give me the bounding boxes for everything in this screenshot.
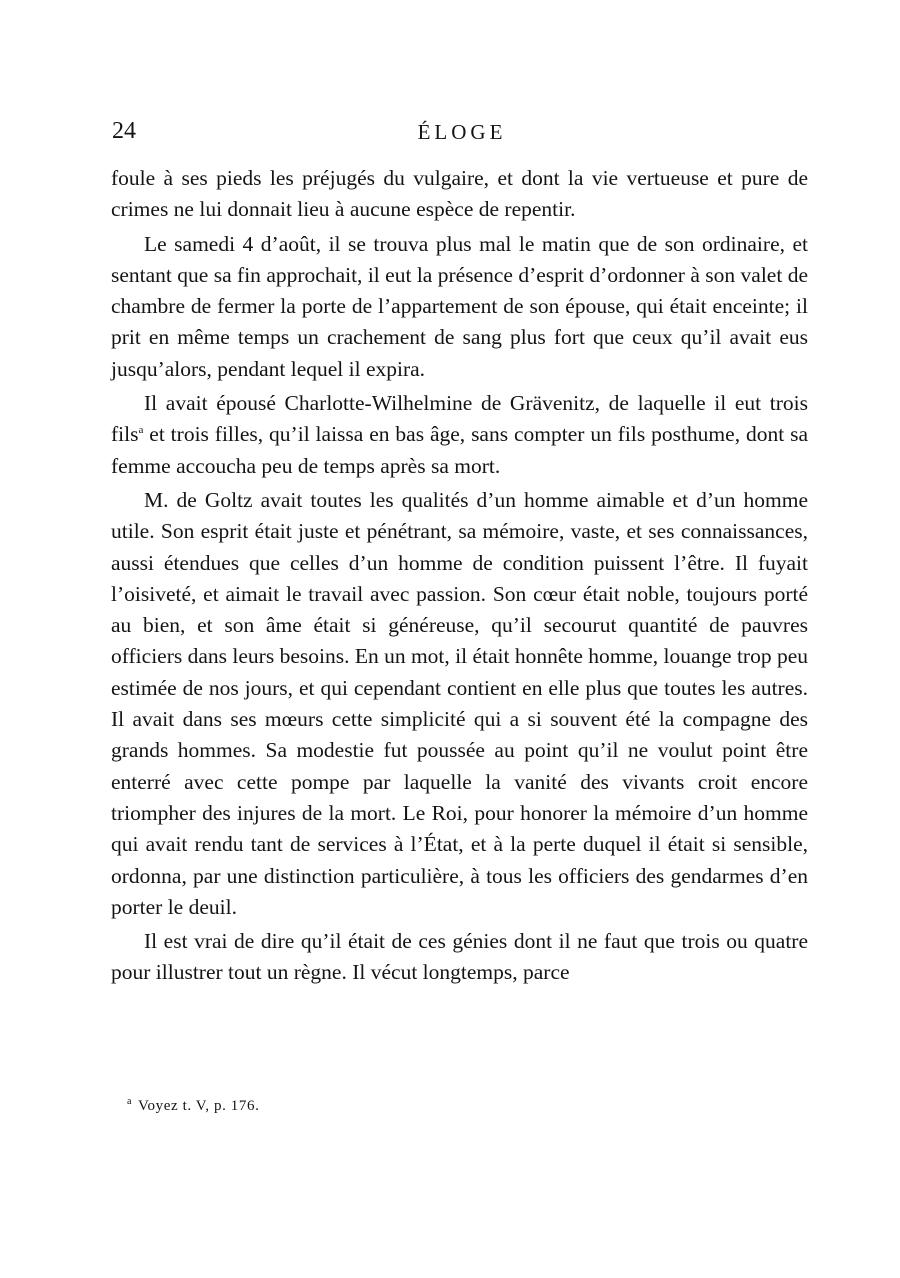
paragraph-death <box>111 229 808 385</box>
footnote-text: Voyez t. V, p. 176. <box>138 1098 260 1114</box>
paragraph-text: Il avait épousé Charlotte-Wilhelmine de Grävenitz, de laquelle il eut trois fils <box>111 391 808 447</box>
paragraph-text: M. de Goltz avait toutes les qualités d’un homme aimable et d’un homme utile. Son esprit était juste et pénétrant, sa mémoire, vaste, et ses connaissances, aussi étendues que celles d’un homme de condition puissent l’être. Il fuyait l’oisiveté, et aimait le travail avec passion. Son cœur était noble, toujours porté au bien, et son âme était si généreuse, qu’il secourut quantité de pauvres officiers dans leurs besoins. En un mot, il était honnête homme, louange trop peu estimée de nos jours, et qui cependant contient en elle plus que toutes les autres. Il avait dans ses mœurs cette simplicité qui a si souvent été la compagne des grands hommes. Sa modestie fut poussée au point qu’il ne voulut point être enterré avec cette pompe par laquelle la vanité des vivants croit encore triompher des injures de la mort. Le Roi, pour honorer la mémoire d’un homme qui avait rendu tant de services à l’État, et à la perte duquel il était si sensible, ordonna, par une distinction particulière, à tous les officiers des gendarmes d’en porter le deuil. <box>111 487 809 919</box>
page-number: 24 <box>112 118 136 144</box>
body-text <box>111 163 808 989</box>
paragraph-text: Le samedi 4 d’août, il se trouva plus mal le matin que de son ordinaire, et sentant que sa fin approchait, il eut la présence d’esprit d’ordonner à son valet de chambre de fermer la porte de l’appartement de son épouse, qui était enceinte; il prit en même temps un crachement de sang plus fort que ceux qu’il avait eus jusqu’alors, pendant lequel il expira. <box>111 231 808 381</box>
paragraph-text-continued: et trois filles, qu’il laissa en bas âge, sans compter un fils posthume, dont sa femme accoucha peu de temps après sa mort. <box>111 422 808 478</box>
paragraph-marriage <box>111 388 808 482</box>
footnote-reference-marker: a <box>138 424 144 437</box>
paragraph-continuation <box>111 163 808 226</box>
paragraph-genius <box>111 926 808 989</box>
footnote <box>127 1096 259 1115</box>
paragraph-qualities <box>111 485 808 923</box>
paragraph-text: foule à ses pieds les préjugés du vulgaire, et dont la vie vertueuse et pure de crimes ne lui donnait lieu à aucune espèce de repentir. <box>111 166 808 222</box>
running-head <box>112 118 812 152</box>
running-title: ÉLOGE <box>417 120 507 144</box>
footnote-letter: a <box>127 1096 133 1107</box>
paragraph-text: Il est vrai de dire qu’il était de ces génies dont il ne faut que trois ou quatre pour illustrer tout un règne. Il vécut longtemps, parce <box>111 929 808 985</box>
